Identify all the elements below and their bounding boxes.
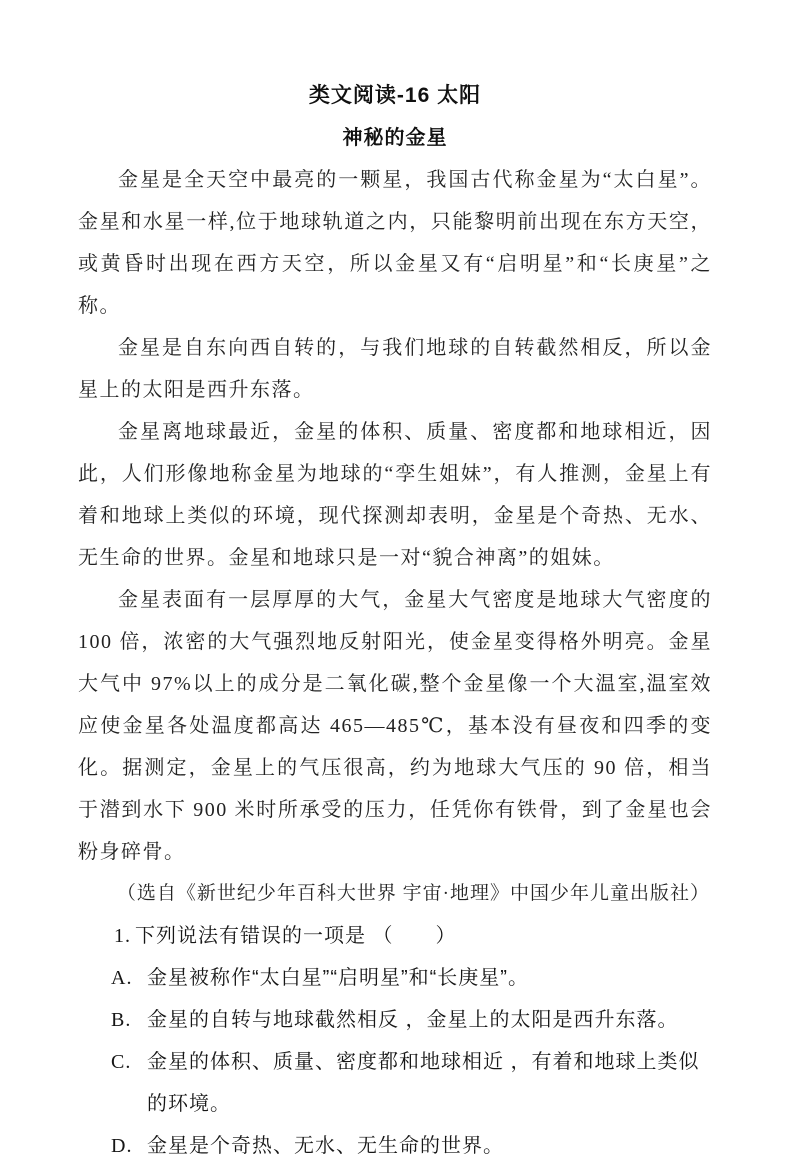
document-subtitle: 神秘的金星 bbox=[342, 127, 448, 149]
body-paragraph-1: 金星是全天空中最亮的一颗星，我国古代称金星为“太白星”。金星和水星一样,位于地球轨道之内，只能黎明前出现在东方天空，或黄昏时出现在西方天空，所以金星又有“启明星”和“长庚星”之称。 bbox=[78, 169, 712, 317]
body-paragraph-4: 金星表面有一层厚厚的大气，金星大气密度是地球大气密度的 100 倍，浓密的大气强烈地反射阳光，使金星变得格外明亮。金星大气中 97%以上的成分是二氧化碳,整个金星像一个大温室,温室效应使金星各处温度都高达 465—485℃，基本没有昼夜和四季的变化。据测定，金星上的气压很高，约为地球大气压的 90 倍，相当于潜到水下 900 米时所承受的压力，任凭你有铁骨，到了金星也会粉身碎骨。 bbox=[78, 589, 712, 863]
option-text-b: 金星的自转与地球截然相反 ，金星上的太阳是西升东落。 bbox=[147, 1009, 679, 1031]
option-label-a: A. bbox=[111, 967, 133, 989]
option-row-c bbox=[78, 1041, 712, 1125]
question-text: 下列说法有错误的一项是 （ ） bbox=[135, 925, 457, 947]
question-number: 1. bbox=[114, 925, 131, 947]
option-label-d: D. bbox=[111, 1135, 133, 1157]
option-row-b bbox=[78, 999, 712, 1041]
option-label-c: C. bbox=[111, 1051, 132, 1073]
option-text-a: 金星被称作“太白星”“启明星”和“长庚星”。 bbox=[147, 967, 529, 989]
source-attribution: （选自《新世纪少年百科大世界 宇宙·地理》中国少年儿童出版社） bbox=[116, 883, 710, 904]
option-row-a bbox=[78, 957, 712, 999]
option-row-d bbox=[78, 1125, 712, 1167]
option-text-c: 金星的体积、质量、密度都和地球相近 ，有着和地球上类似的环境。 bbox=[147, 1051, 700, 1115]
document-title: 类文阅读-16 太阳 bbox=[308, 84, 482, 107]
body-paragraph-2: 金星是自东向西自转的，与我们地球的自转截然相反，所以金星上的太阳是西升东落。 bbox=[78, 337, 712, 401]
option-label-b: B. bbox=[111, 1009, 132, 1031]
option-text-d: 金星是个奇热、无水、无生命的世界。 bbox=[147, 1135, 504, 1157]
question-1 bbox=[78, 915, 712, 957]
body-paragraph-3: 金星离地球最近，金星的体积、质量、密度都和地球相近，因此，人们形像地称金星为地球的“孪生姐妹”，有人推测，金星上有着和地球上类似的环境，现代探测却表明，金星是个奇热、无水、无生命的世界。金星和地球只是一对“貌合神离”的姐妹。 bbox=[78, 421, 712, 569]
